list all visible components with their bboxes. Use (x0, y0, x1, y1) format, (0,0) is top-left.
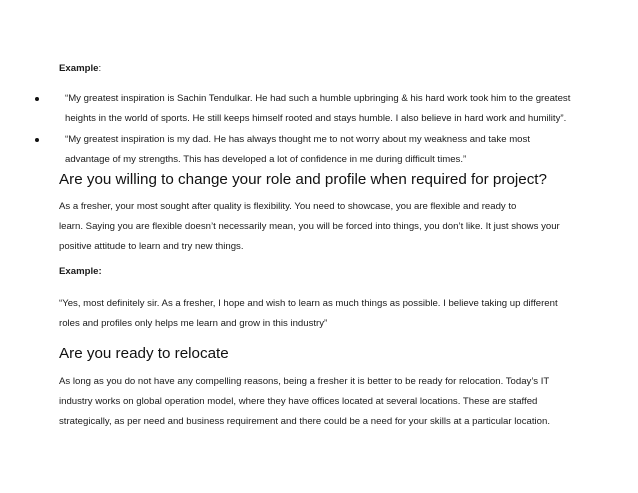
bullet-line: “My greatest inspiration is my dad. He has always thought me to not worry about my weakness and take most (65, 134, 530, 145)
section-heading-role-change: Are you willing to change your role and profile when required for project? (59, 171, 547, 188)
list-item (35, 89, 595, 129)
list-item (35, 130, 595, 170)
paragraph-line: industry works on global operation model, where they have offices located at several locations. These are staffed (59, 396, 538, 407)
paragraph-line: “Yes, most definitely sir. As a fresher, I hope and wish to learn as much things as possible. I believe taking up different (59, 298, 558, 309)
example-label (59, 63, 101, 74)
inspiration-bullet-list (35, 89, 595, 171)
paragraph-line: As long as you do not have any compelling reasons, being a fresher it is better to be ready for relocation. Today’s IT (59, 376, 550, 387)
paragraph-line: As a fresher, your most sought after quality is flexibility. You need to showcase, you are flexible and ready to (59, 201, 517, 212)
paragraph-quote (59, 294, 579, 334)
bullet-icon (35, 138, 39, 142)
paragraph-relocation (59, 372, 579, 432)
bullet-line: “My greatest inspiration is Sachin Tendulkar. He had such a humble upbringing & his hard work took him to the greatest (65, 93, 571, 104)
paragraph-flexibility (59, 197, 579, 257)
bullet-line: heights in the world of sports. He still keeps himself rooted and stays humble. I also believe in hard work and humility”. (65, 113, 567, 124)
example-label-colon: : (98, 63, 102, 74)
paragraph-line: roles and profiles only helps me learn and grow in this industry” (59, 318, 328, 329)
bullet-icon (35, 97, 39, 101)
section-heading-relocate: Are you ready to relocate (59, 345, 229, 362)
paragraph-line: strategically, as per need and business requirement and there could be a need for your skills at a particular location. (59, 416, 550, 427)
example-label-text: Example (59, 63, 99, 74)
paragraph-line: learn. Saying you are flexible doesn’t necessarily mean, you will be forced into things, you don’t like. It just shows your (59, 221, 560, 232)
paragraph-line: positive attitude to learn and try new things. (59, 241, 244, 252)
bullet-line: advantage of my strengths. This has developed a lot of confidence in me during difficult times.” (65, 154, 467, 165)
example-label-2: Example: (59, 266, 102, 277)
